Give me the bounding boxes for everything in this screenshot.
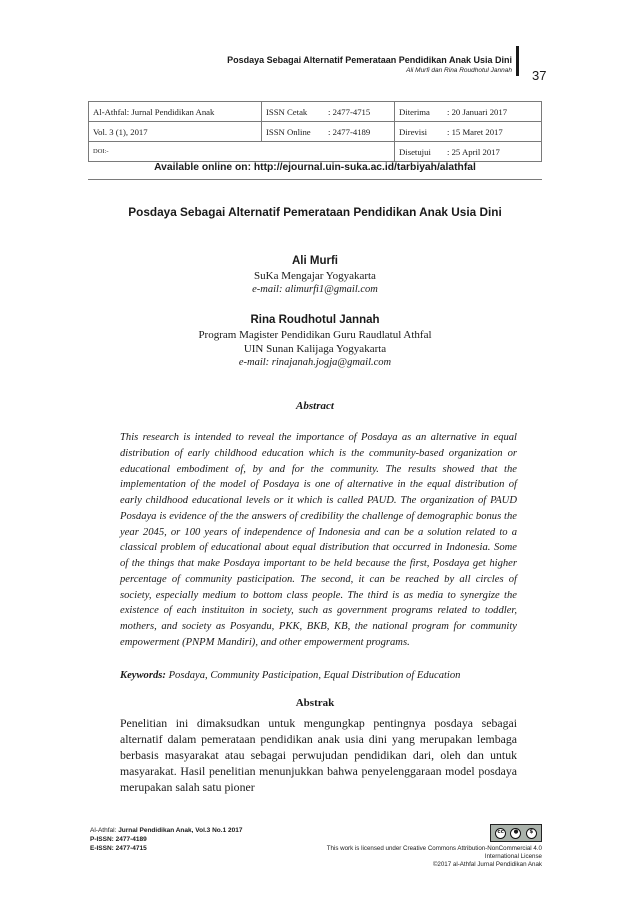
author-email[interactable]: e-mail: alimurfi1@gmail.com [252, 284, 378, 295]
journal-name-cell: Al-Athfal: Jurnal Pendidikan Anak [89, 102, 262, 122]
running-header [227, 54, 512, 76]
attribution-icon: ● [510, 828, 521, 839]
revised-label: Direvisi [395, 122, 444, 142]
volume-cell: Vol. 3 (1), 2017 [89, 122, 262, 142]
table-row [89, 102, 542, 122]
header-separator [88, 179, 542, 180]
received-label: Diterima [395, 102, 444, 122]
issn-online-label: ISSN Online [262, 122, 325, 142]
page-number: 37 [532, 68, 547, 83]
running-header-title: Posdaya Sebagai Alternatif Pemerataan Pendidikan Anak Usia Dini [227, 55, 512, 65]
creative-commons-license-icon[interactable] [490, 824, 542, 842]
author-block-1 [90, 253, 540, 297]
header-divider-bar [516, 46, 519, 76]
noncommercial-icon: $ [526, 828, 537, 839]
author-affiliation: UIN Sunan Kalijaga Yogyakarta [243, 343, 387, 355]
running-header-authors: Ali Murfi dan Rina Roudhotul Jannah [406, 67, 512, 74]
accepted-label: Disetujui [395, 142, 444, 162]
issn-print-value: : 2477-4715 [324, 102, 395, 122]
article-title: Posdaya Sebagai Alternatif Pemerataan Pendidikan Anak Usia Dini [128, 205, 502, 219]
author-email[interactable]: e-mail: rinajanah.jogja@gmail.com [238, 357, 392, 368]
license-text: International License [484, 853, 542, 861]
author-affiliation: Program Magister Pendidikan Guru Raudlatul Athfal [198, 329, 432, 341]
abstract-heading: Abstract [296, 400, 334, 412]
revised-value: : 15 Maret 2017 [443, 122, 542, 142]
doi-cell: DOI:- [89, 142, 262, 162]
empty-cell [324, 142, 395, 162]
footer-journal-name: Jurnal Pendidikan Anak, Vol.3 No.1 2017 [118, 827, 243, 834]
footer-journal-prefix: Al-Athfal: [90, 827, 117, 834]
footer-license [327, 845, 542, 870]
abstrak-heading: Abstrak [295, 697, 335, 709]
empty-cell [262, 142, 325, 162]
footer-p-issn: P-ISSN: 2477-4189 [90, 836, 147, 843]
author-block-2 [90, 312, 540, 370]
author-affiliation: SuKa Mengajar Yogyakarta [254, 270, 376, 282]
issn-online-value: : 2477-4189 [324, 122, 395, 142]
issn-print-label: ISSN Cetak [262, 102, 325, 122]
keywords-list: Posdaya, Community Pasticipation, Equal Distribution of Education [168, 670, 461, 681]
author-name: Rina Roudhotul Jannah [250, 314, 380, 326]
keywords-label: Keywords: [120, 670, 166, 681]
abstrak-text: Penelitian ini dimaksudkan untuk mengungkap pentingnya posdaya sebagai alternatif dalam pemerataan pendidikan anak usia dini yang merupakan lembaga berbasis masyarakat atau sebagai perwujudan pendidikan dari, oleh dan untuk masyarakat. Hasil penelitian menunjukkan bahwa penyelenggaraan model posdaya merupakan salah satu pioner [120, 716, 517, 794]
cc-icon: cc [495, 828, 506, 839]
table-row [89, 142, 542, 162]
abstract-text: This research is intended to reveal the importance of Posdaya as an alternative in equal distribution of early childhood education which is the community-based organization or educational embodiment of, by and for the community. The results showed that the implementation of the model of Posdaya is one of alternative in the equal distribution of early childhood educational levels or it which is called PAUD. The organization of PAUD Posdaya is evidence of the the answers of credibility the challenge of demographic bonus the year 2045, or 100 years of independence of Indonesia and can be a solution related to a classical problem of educational about equal distribution that occurred in Indonesia. Some of the things that make Posdaya important to be held because the first, Posdaya get higher percentage of community pasticipation. The second, it can be reached by all circles of society, especially medium to bottom class people. The third is as media to synergize the existence of each instituiton in society, such as government programs related to toddler, mothers, and society as Posyandu, PKK, BKB, KB, the national program for community empowerment (PNPM Mandiri), and other empowerment programs. [120, 432, 517, 648]
keywords-line [120, 670, 517, 681]
received-value: : 20 Januari 2017 [443, 102, 542, 122]
copyright-text: ©2017 al-Athfal Jurnal Pendidikan Anak [432, 861, 542, 869]
accepted-value: : 25 April 2017 [443, 142, 542, 162]
license-text: This work is licensed under Creative Commons Attribution-NonCommercial 4.0 [326, 845, 542, 852]
available-online-link[interactable]: Available online on: http://ejournal.uin-suka.ac.id/tarbiyah/alathfal [154, 162, 476, 173]
author-name: Ali Murfi [292, 255, 338, 267]
journal-info-table [88, 101, 542, 162]
footer-e-issn: E-ISSN: 2477-4715 [90, 845, 147, 852]
footer-journal-info [90, 826, 242, 853]
table-row [89, 122, 542, 142]
